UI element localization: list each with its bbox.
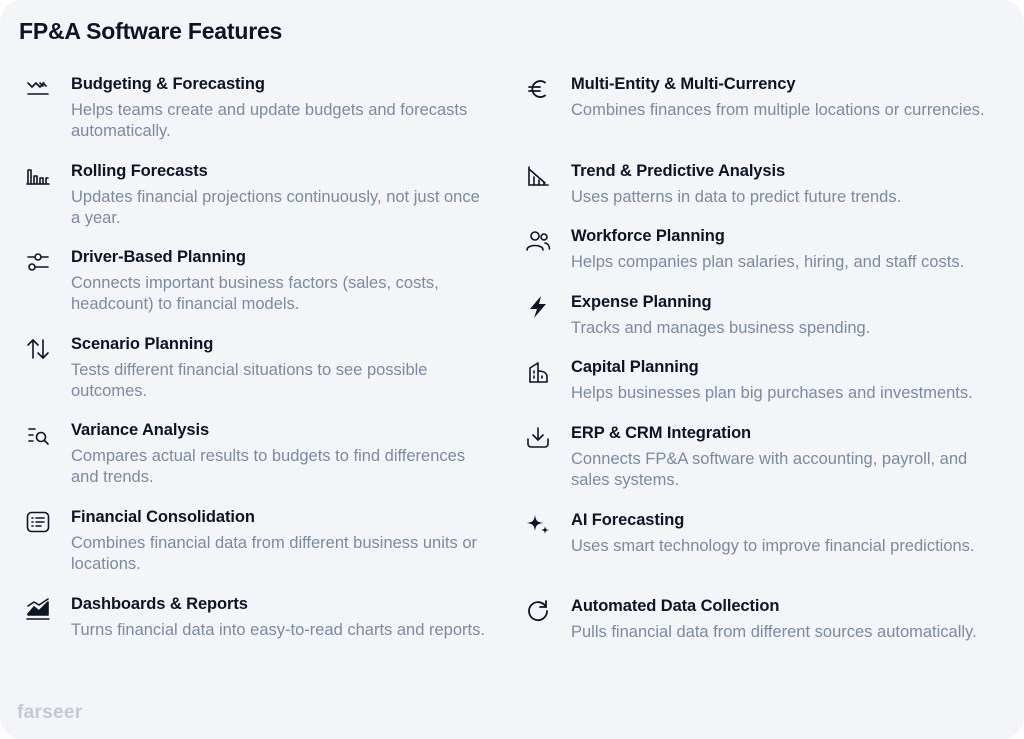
bar-chart-icon	[20, 162, 56, 190]
feature-description: Combines finances from multiple locations or currencies.	[571, 101, 985, 119]
feature-name: Scenario Planning	[71, 334, 214, 353]
feature-name: Capital Planning	[571, 358, 699, 377]
feature-item	[520, 422, 1010, 509]
feature-description: Pulls financial data from different sources automatically.	[571, 623, 977, 642]
feature-name: Dashboards & Reports	[71, 594, 248, 613]
feature-item	[20, 593, 490, 680]
feature-description: Helps companies plan salaries, hiring, and staff costs.	[571, 253, 965, 272]
feature-name: Rolling Forecasts	[71, 161, 208, 180]
lightning-icon	[520, 293, 556, 321]
feature-item	[520, 595, 1010, 682]
feature-item	[520, 291, 1010, 357]
feature-description: Combines financial data from different business units or locations.	[71, 533, 477, 573]
feature-description: Updates financial projections continuously, not just once a year.	[71, 187, 480, 227]
forecast-trend-icon	[20, 75, 56, 103]
feature-name: Expense Planning	[571, 292, 712, 311]
feature-item	[520, 356, 1010, 422]
feature-item	[20, 160, 490, 247]
left-feature-column	[20, 73, 490, 679]
feature-item	[20, 419, 490, 506]
feature-item	[20, 246, 490, 333]
feature-description: Tracks and manages business spending.	[571, 318, 871, 337]
feature-item	[20, 333, 490, 420]
feature-name: Variance Analysis	[71, 421, 210, 440]
feature-description: Helps businesses plan big purchases and investments.	[571, 384, 973, 403]
euro-icon	[520, 75, 556, 103]
feature-description: Uses patterns in data to predict future trends.	[571, 187, 902, 206]
feature-name: Multi-Entity & Multi-Currency	[571, 75, 796, 93]
feature-name: Workforce Planning	[571, 227, 725, 246]
feature-description: Tests different financial situations to see possible outcomes.	[71, 360, 428, 400]
feature-description: Uses smart technology to improve financial predictions.	[571, 536, 975, 555]
feature-description: Helps teams create and update budgets and forecasts automatically.	[71, 101, 468, 140]
list-search-icon	[20, 421, 56, 449]
page-title: FP&A Software Features	[19, 18, 283, 44]
feature-description: Connects FP&A software with accounting, payroll, and sales systems.	[571, 449, 968, 489]
feature-item	[520, 73, 1010, 160]
feature-item	[20, 73, 490, 160]
users-icon	[520, 227, 556, 255]
right-feature-column	[520, 73, 1010, 682]
feature-name: Automated Data Collection	[571, 597, 780, 616]
trend-down-chart-icon	[520, 162, 556, 190]
up-down-arrows-icon	[20, 335, 56, 363]
brand-logo: farseer	[17, 702, 83, 723]
buildings-icon	[520, 358, 556, 386]
refresh-icon	[520, 597, 556, 625]
feature-name: Financial Consolidation	[71, 507, 255, 526]
document-list-icon	[20, 508, 56, 536]
feature-item	[20, 506, 490, 593]
download-tray-icon	[520, 424, 556, 452]
feature-description: Compares actual results to budgets to find differences and trends.	[71, 447, 466, 487]
sparkles-icon	[520, 511, 556, 539]
feature-name: Budgeting & Forecasting	[71, 75, 265, 93]
feature-item	[520, 225, 1010, 291]
area-chart-icon	[20, 595, 56, 623]
sliders-icon	[20, 248, 56, 276]
feature-item	[520, 160, 1010, 226]
feature-name: Trend & Predictive Analysis	[571, 161, 786, 180]
feature-name: Driver-Based Planning	[71, 248, 246, 267]
feature-description: Connects important business factors (sales, costs, headcount) to financial models.	[71, 274, 439, 314]
feature-name: AI Forecasting	[571, 510, 685, 529]
feature-name: ERP & CRM Integration	[571, 423, 752, 442]
feature-item	[520, 509, 1010, 596]
feature-description: Turns financial data into easy-to-read charts and reports.	[71, 620, 485, 639]
